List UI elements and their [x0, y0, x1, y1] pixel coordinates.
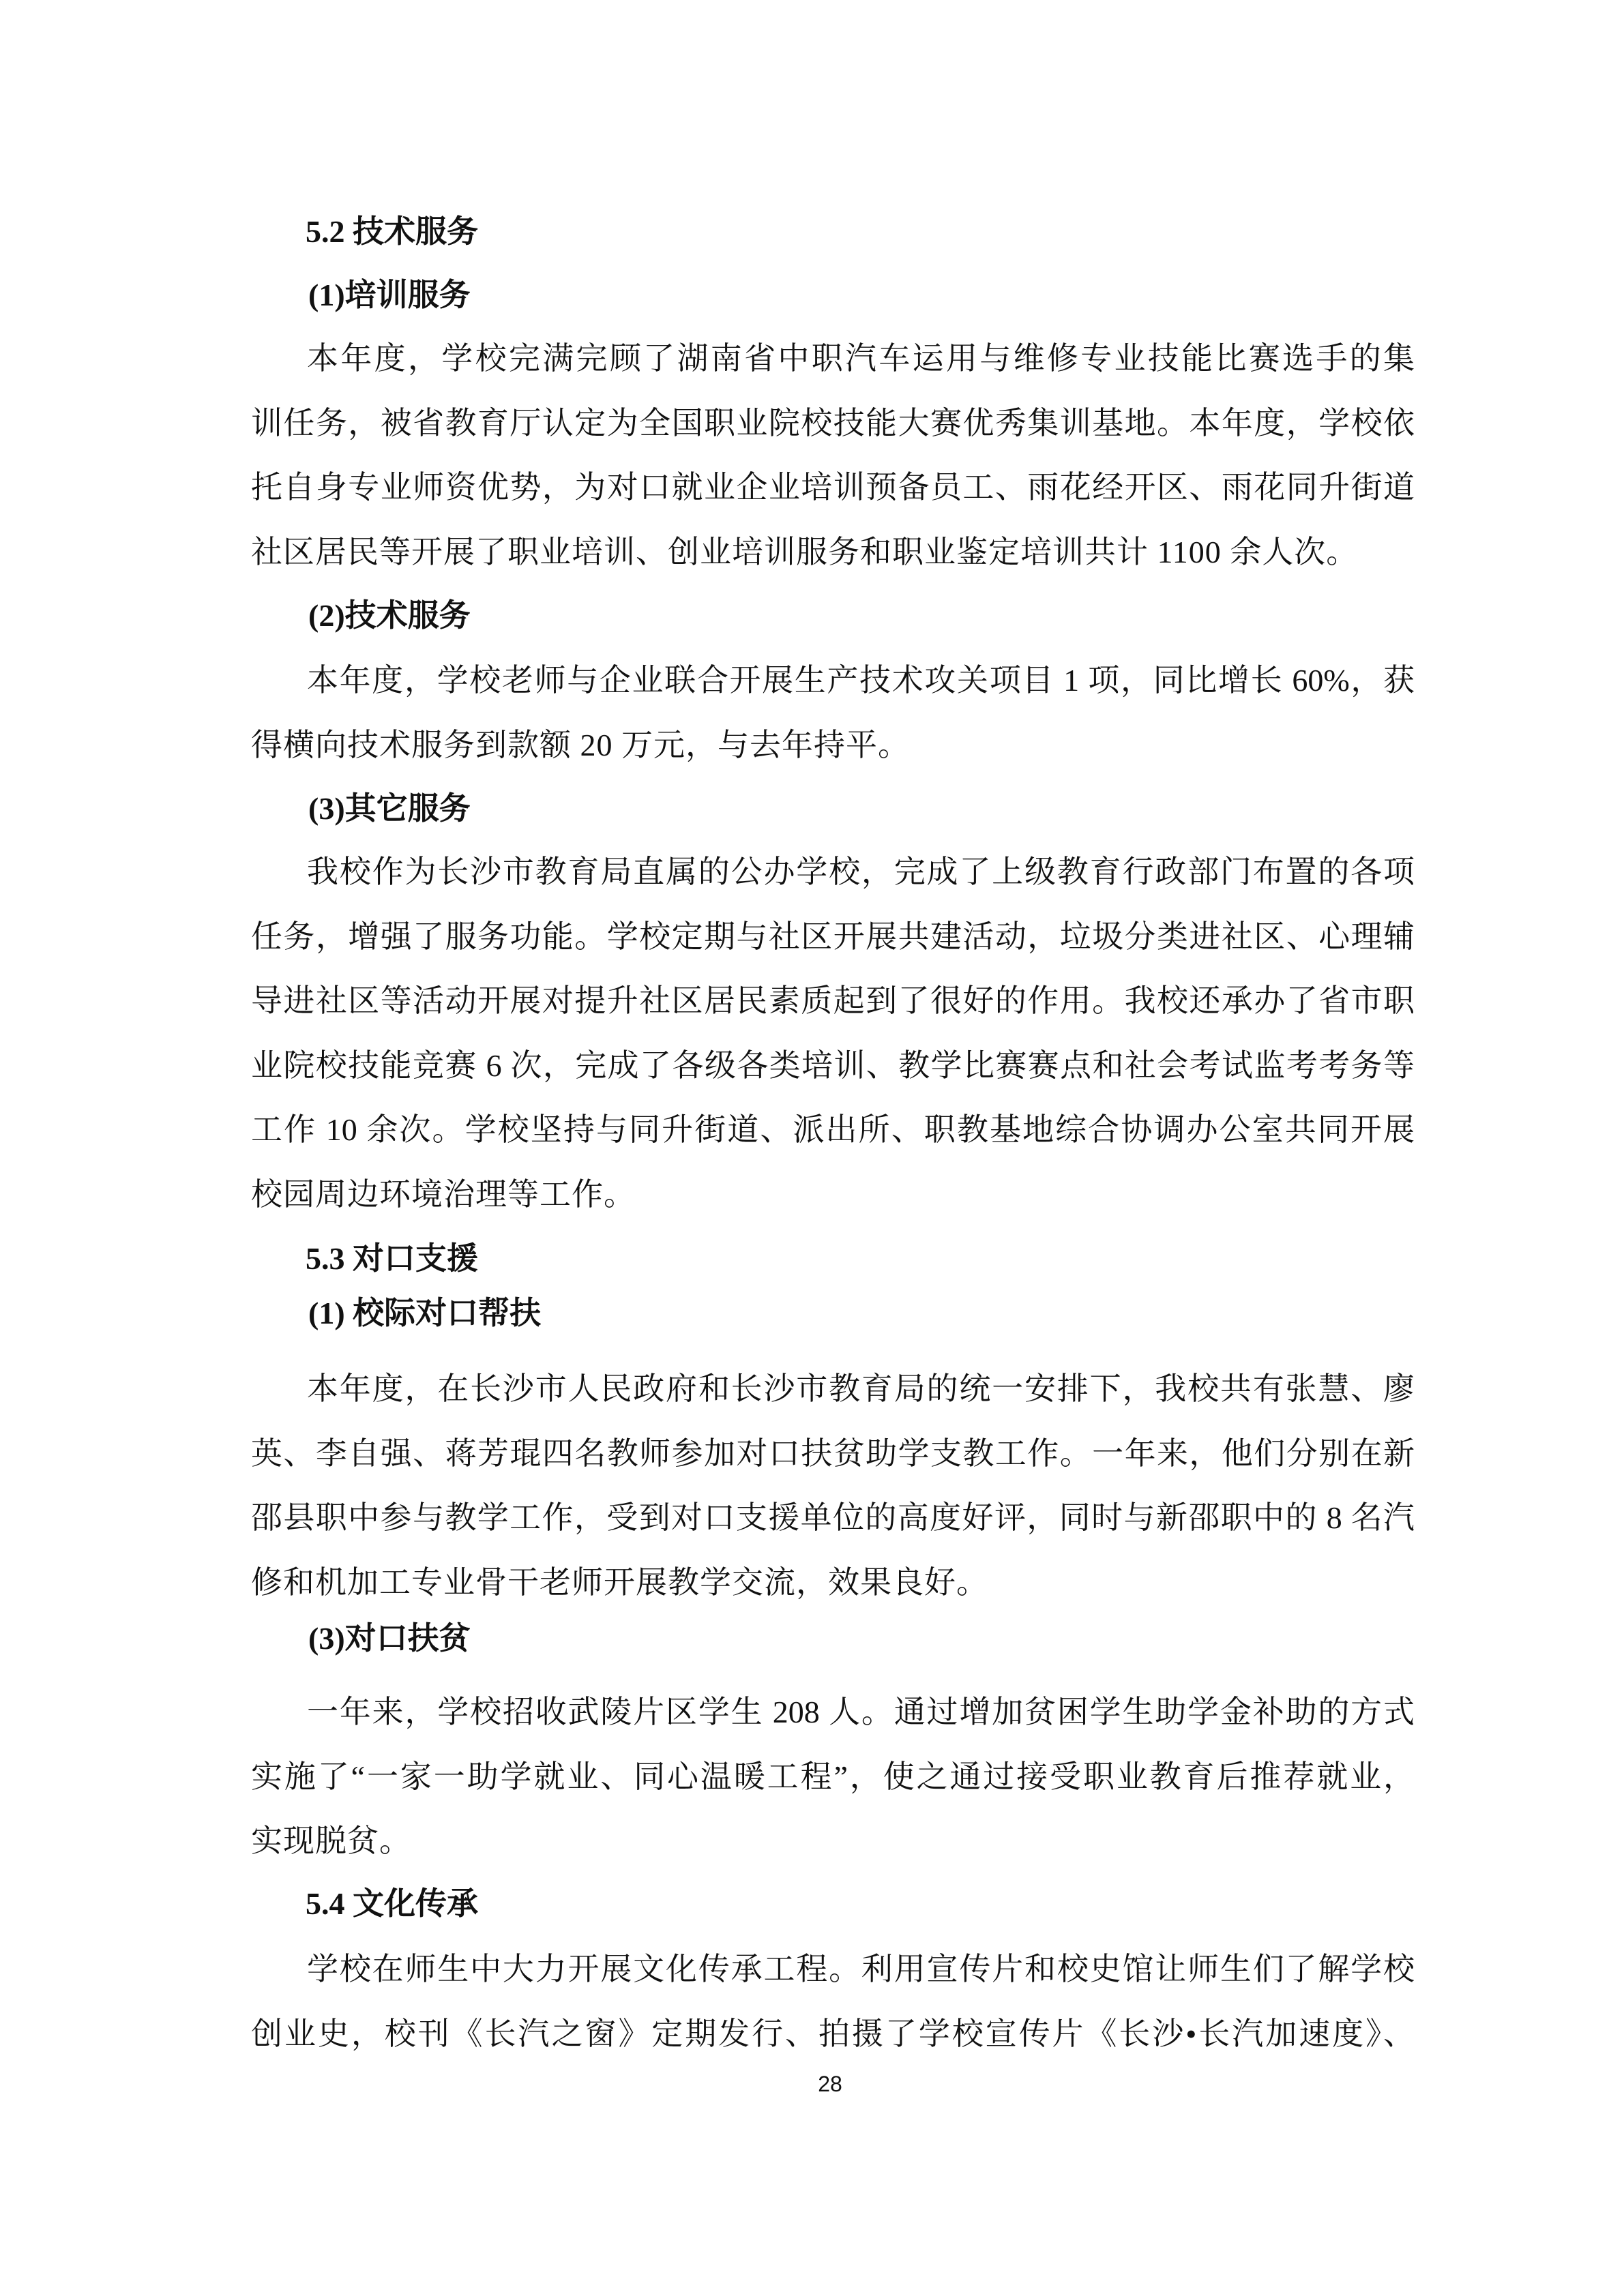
paragraph-line: 英、李自强、蒋芳琨四名教师参加对口扶贫助学支教工作。一年来，他们分别在新 — [251, 1435, 1415, 1471]
paragraph-line: 业院校技能竞赛 6 次，完成了各级各类培训、教学比赛赛点和社会考试监考考务等 — [251, 1047, 1415, 1083]
subheading-other-service: (3)其它服务 — [308, 791, 471, 826]
paragraph-cultural-heritage — [251, 1937, 1415, 2066]
paragraph-technical-service — [251, 648, 1415, 777]
paragraph-line: 创业史，校刊《长汽之窗》定期发行、拍摄了学校宣传片《长沙•长汽加速度》、 — [251, 2016, 1415, 2051]
paragraph-line: 一年来，学校招收武陵片区学生 208 人。通过增加贫困学生助学金补助的方式 — [307, 1695, 1415, 1729]
paragraph-line: 导进社区等活动开展对提升社区居民素质起到了很好的作用。我校还承办了省市职 — [251, 983, 1415, 1019]
paragraph-other-service — [251, 840, 1415, 1227]
paragraph-line: 本年度，学校老师与企业联合开展生产技术攻关项目 1 项，同比增长 60%，获 — [307, 663, 1415, 698]
paragraph-line: 邵县职中参与教学工作，受到对口支援单位的高度好评，同时与新邵职中的 8 名汽 — [251, 1500, 1415, 1536]
section-heading-5-2: 5.2 技术服务 — [306, 214, 478, 249]
section-heading-5-3: 5.3 对口支援 — [306, 1241, 478, 1276]
subheading-school-assistance: (1) 校际对口帮扶 — [308, 1296, 542, 1330]
paragraph-line: 校园周边环境治理等工作。 — [251, 1176, 636, 1212]
paragraph-line: 修和机加工专业骨干老师开展教学交流，效果良好。 — [251, 1564, 988, 1600]
paragraph-line: 本年度，在长沙市人民政府和长沙市教育局的统一安排下，我校共有张慧、廖 — [307, 1371, 1415, 1406]
paragraph-line: 实现脱贫。 — [251, 1823, 411, 1859]
subheading-poverty-alleviation: (3)对口扶贫 — [308, 1621, 471, 1656]
subheading-training-service: (1)培训服务 — [308, 278, 471, 312]
paragraph-line: 任务，增强了服务功能。学校定期与社区开展共建活动，垃圾分类进社区、心理辅 — [251, 919, 1415, 954]
paragraph-line: 训任务，被省教育厅认定为全国职业院校技能大赛优秀集训基地。本年度，学校依 — [251, 405, 1415, 441]
paragraph-line: 实施了“一家一助学就业、同心温暖工程”，使之通过接受职业教育后推荐就业， — [251, 1759, 1415, 1794]
section-heading-5-4: 5.4 文化传承 — [306, 1886, 478, 1921]
paragraph-poverty-alleviation — [251, 1680, 1415, 1874]
paragraph-line: 本年度，学校完满完顾了湖南省中职汽车运用与维修专业技能比赛选手的集 — [307, 341, 1415, 376]
subheading-technical-service: (2)技术服务 — [308, 598, 471, 633]
page-number: 28 — [818, 2072, 842, 2096]
paragraph-school-assistance — [251, 1357, 1415, 1615]
paragraph-line: 我校作为长沙市教育局直属的公办学校，完成了上级教育行政部门布置的各项 — [307, 854, 1415, 889]
paragraph-line: 工作 10 余次。学校坚持与同升街道、派出所、职教基地综合协调办公室共同开展 — [251, 1112, 1415, 1148]
paragraph-line: 学校在师生中大力开展文化传承工程。利用宣传片和校史馆让师生们了解学校 — [307, 1952, 1415, 1986]
paragraph-line: 托自身专业师资优势，为对口就业企业培训预备员工、雨花经开区、雨花同升街道 — [251, 470, 1415, 505]
paragraph-training-service — [251, 327, 1415, 584]
paragraph-line: 社区居民等开展了职业培训、创业培训服务和职业鉴定培训共计 1100 余人次。 — [251, 534, 1359, 569]
paragraph-line: 得横向技术服务到款额 20 万元，与去年持平。 — [251, 727, 910, 762]
